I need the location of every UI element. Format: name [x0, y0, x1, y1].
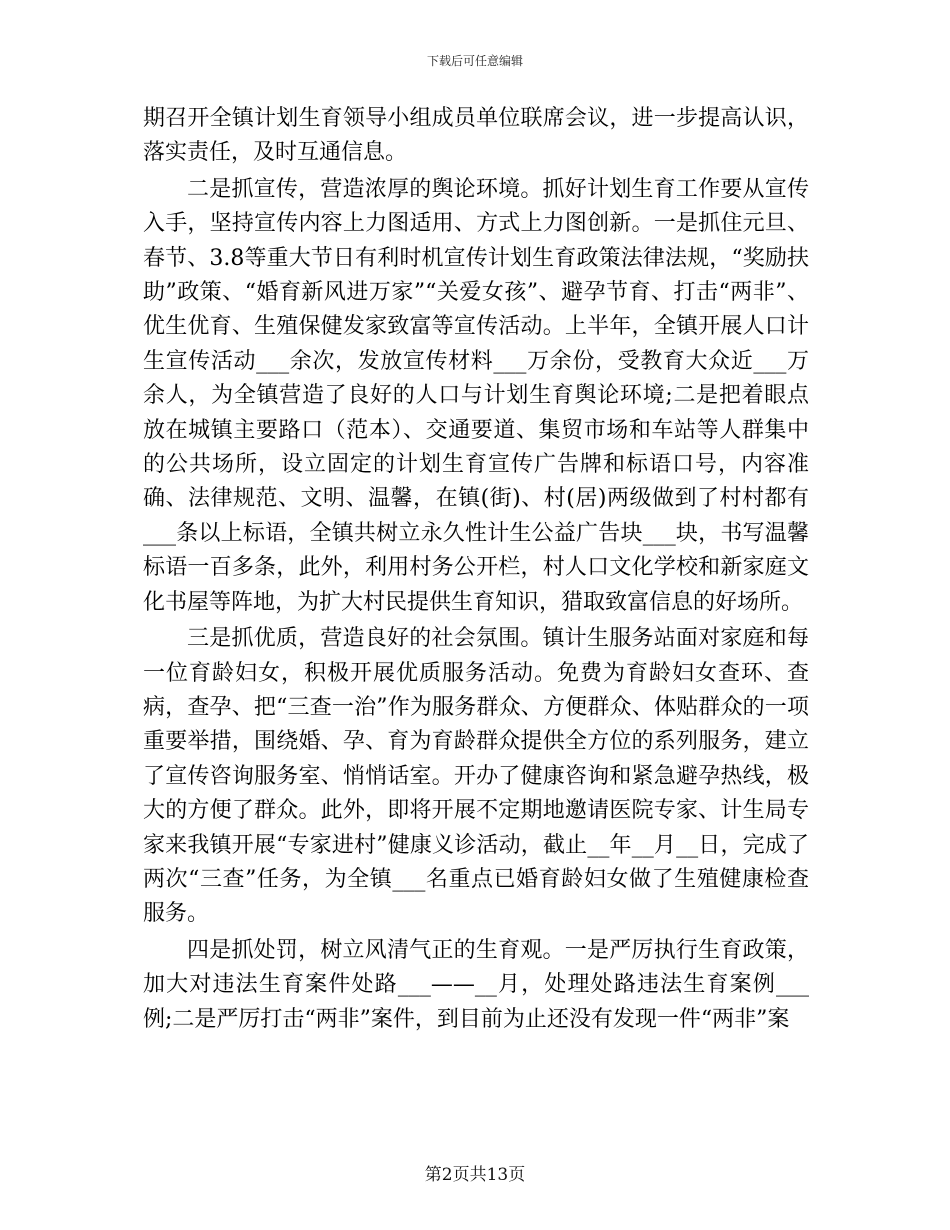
paragraph-penalty: 四是抓处罚，树立风清气正的生育观。一是严厉执行生育政策，加大对违法生育案件处路___——__月，处理处路违法生育案例___例;二是严厉打击“两非”案件，到目前为止还没有发现一件“两非”案: [143, 937, 809, 1032]
paragraph-quality-service: 三是抓优质，营造良好的社会氛围。镇计生服务站面对家庭和每一位育龄妇女，积极开展优质服务活动。免费为育龄妇女查环、查病，查孕、把“三查一治”作为服务群众、方便群众、体贴群众的一项重要举措，围绕婚、孕、育为育龄群众提供全方位的系列服务，建立了宣传咨询服务室、悄悄话室。开办了健康咨询和紧急避孕热线，极大的方便了群众。此外，即将开展不定期地邀请医院专家、计生局专家来我镇开展“专家进村”健康义诊活动，截止__年__月__日，完成了两次“三查”任务，为全镇___名重点已婚育龄妇女做了生殖健康检查服务。: [143, 626, 809, 927]
document-body: [143, 102, 809, 1037]
page-number: 第2页共13页: [424, 1165, 526, 1185]
page-header-note: 下载后可任意编辑: [426, 54, 523, 68]
paragraph-continuation: 期召开全镇计划生育领导小组成员单位联席会议，进一步提高认识，落实责任，及时互通信息。: [143, 106, 809, 166]
paragraph-publicity: 二是抓宣传，营造浓厚的舆论环境。抓好计划生育工作要从宣传入手，坚持宣传内容上力图适用、方式上力图创新。一是抓住元旦、春节、3.8等重大节日有利时机宣传计划生育政策法律法规，“奖励扶助”政策、“婚育新风进万家”“关爱女孩”、避孕节育、打击“两非”、优生优育、生殖保健发家致富等宣传活动。上半年，全镇开展人口计生宣传活动___余次，发放宣传材料___万余份，受教育大众近___万余人，为全镇营造了良好的人口与计划生育舆论环境;二是把着眼点放在城镇主要路口（范本）、交通要道、集贸市场和车站等人群集中的公共场所，设立固定的计划生育宣传广告牌和标语口号，内容准确、法律规范、文明、温馨，在镇(街)、村(居)两级做到了村村都有___条以上标语，全镇共树立永久性计生公益广告块___块，书写温馨标语一百多条，此外，利用村务公开栏，村人口文化学校和新家庭文化书屋等阵地，为扩大村民提供生育知识，猎取致富信息的好场所。: [143, 176, 809, 615]
